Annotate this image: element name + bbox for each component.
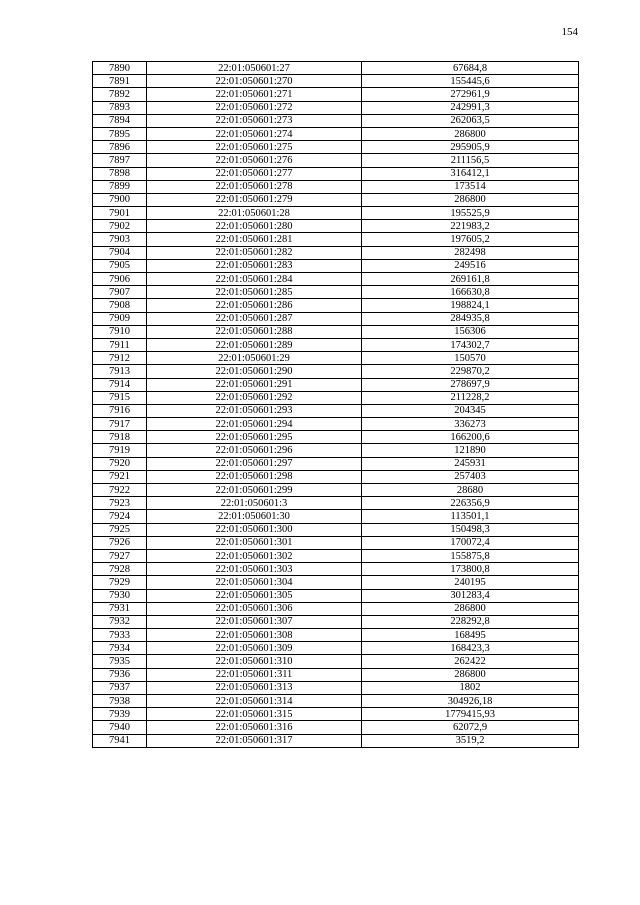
row-number-cell: 7898 <box>93 167 147 180</box>
row-number-cell: 7921 <box>93 470 147 483</box>
table-row <box>93 497 579 510</box>
table-row <box>93 88 579 101</box>
table-row <box>93 312 579 325</box>
cadastral-number-cell: 22:01:050601:305 <box>147 589 362 602</box>
cadastral-number-cell: 22:01:050601:309 <box>147 642 362 655</box>
cadastral-number-cell: 22:01:050601:30 <box>147 510 362 523</box>
value-cell: 204345 <box>362 404 579 417</box>
row-number-cell: 7892 <box>93 88 147 101</box>
table-row <box>93 523 579 536</box>
table-row <box>93 233 579 246</box>
cadastral-number-cell: 22:01:050601:270 <box>147 75 362 88</box>
row-number-cell: 7933 <box>93 629 147 642</box>
row-number-cell: 7905 <box>93 259 147 272</box>
table-row <box>93 695 579 708</box>
cadastral-number-cell: 22:01:050601:296 <box>147 444 362 457</box>
cadastral-number-cell: 22:01:050601:274 <box>147 127 362 140</box>
row-number-cell: 7925 <box>93 523 147 536</box>
value-cell: 240195 <box>362 576 579 589</box>
value-cell: 166200,6 <box>362 431 579 444</box>
table-row <box>93 273 579 286</box>
row-number-cell: 7916 <box>93 404 147 417</box>
cadastral-number-cell: 22:01:050601:271 <box>147 88 362 101</box>
value-cell: 150498,3 <box>362 523 579 536</box>
row-number-cell: 7936 <box>93 668 147 681</box>
row-number-cell: 7901 <box>93 207 147 220</box>
value-cell: 286800 <box>362 193 579 206</box>
table-row <box>93 615 579 628</box>
value-cell: 195525,9 <box>362 207 579 220</box>
table-row <box>93 510 579 523</box>
table-row <box>93 154 579 167</box>
row-number-cell: 7891 <box>93 75 147 88</box>
table-row <box>93 167 579 180</box>
value-cell: 229870,2 <box>362 365 579 378</box>
value-cell: 336273 <box>362 418 579 431</box>
row-number-cell: 7931 <box>93 602 147 615</box>
table-row <box>93 642 579 655</box>
table-row <box>93 536 579 549</box>
cadastral-number-cell: 22:01:050601:272 <box>147 101 362 114</box>
value-cell: 295905,9 <box>362 141 579 154</box>
table-row <box>93 220 579 233</box>
data-table <box>92 61 579 748</box>
table-row <box>93 470 579 483</box>
cadastral-number-cell: 22:01:050601:307 <box>147 615 362 628</box>
row-number-cell: 7920 <box>93 457 147 470</box>
table-row <box>93 62 579 75</box>
cadastral-number-cell: 22:01:050601:289 <box>147 338 362 351</box>
value-cell: 155445,6 <box>362 75 579 88</box>
table-row <box>93 589 579 602</box>
row-number-cell: 7917 <box>93 418 147 431</box>
cadastral-number-cell: 22:01:050601:279 <box>147 193 362 206</box>
cadastral-number-cell: 22:01:050601:3 <box>147 497 362 510</box>
row-number-cell: 7895 <box>93 127 147 140</box>
row-number-cell: 7932 <box>93 615 147 628</box>
value-cell: 257403 <box>362 470 579 483</box>
row-number-cell: 7909 <box>93 312 147 325</box>
table-row <box>93 549 579 562</box>
table-row <box>93 734 579 747</box>
row-number-cell: 7923 <box>93 497 147 510</box>
value-cell: 262422 <box>362 655 579 668</box>
cadastral-number-cell: 22:01:050601:293 <box>147 404 362 417</box>
row-number-cell: 7911 <box>93 338 147 351</box>
table-row <box>93 444 579 457</box>
value-cell: 245931 <box>362 457 579 470</box>
table-row <box>93 325 579 338</box>
cadastral-number-cell: 22:01:050601:275 <box>147 141 362 154</box>
row-number-cell: 7935 <box>93 655 147 668</box>
value-cell: 226356,9 <box>362 497 579 510</box>
cadastral-number-cell: 22:01:050601:302 <box>147 549 362 562</box>
value-cell: 170072,4 <box>362 536 579 549</box>
cadastral-number-cell: 22:01:050601:304 <box>147 576 362 589</box>
value-cell: 228292,8 <box>362 615 579 628</box>
row-number-cell: 7904 <box>93 246 147 259</box>
cadastral-number-cell: 22:01:050601:314 <box>147 695 362 708</box>
cadastral-number-cell: 22:01:050601:273 <box>147 114 362 127</box>
table-row <box>93 180 579 193</box>
row-number-cell: 7927 <box>93 549 147 562</box>
row-number-cell: 7906 <box>93 273 147 286</box>
table-row <box>93 286 579 299</box>
table-row <box>93 721 579 734</box>
row-number-cell: 7929 <box>93 576 147 589</box>
table-row <box>93 484 579 497</box>
table-row <box>93 352 579 365</box>
page-number: 154 <box>561 26 578 38</box>
value-cell: 282498 <box>362 246 579 259</box>
value-cell: 316412,1 <box>362 167 579 180</box>
value-cell: 304926,18 <box>362 695 579 708</box>
cadastral-number-cell: 22:01:050601:277 <box>147 167 362 180</box>
row-number-cell: 7907 <box>93 286 147 299</box>
row-number-cell: 7914 <box>93 378 147 391</box>
value-cell: 166630,8 <box>362 286 579 299</box>
cadastral-number-cell: 22:01:050601:311 <box>147 668 362 681</box>
value-cell: 262063,5 <box>362 114 579 127</box>
table-row <box>93 75 579 88</box>
value-cell: 286800 <box>362 602 579 615</box>
value-cell: 272961,9 <box>362 88 579 101</box>
value-cell: 286800 <box>362 127 579 140</box>
table-row <box>93 668 579 681</box>
value-cell: 278697,9 <box>362 378 579 391</box>
cadastral-number-cell: 22:01:050601:298 <box>147 470 362 483</box>
cadastral-number-cell: 22:01:050601:28 <box>147 207 362 220</box>
value-cell: 211228,2 <box>362 391 579 404</box>
cadastral-number-cell: 22:01:050601:285 <box>147 286 362 299</box>
row-number-cell: 7894 <box>93 114 147 127</box>
cadastral-number-cell: 22:01:050601:294 <box>147 418 362 431</box>
cadastral-number-cell: 22:01:050601:301 <box>147 536 362 549</box>
cadastral-number-cell: 22:01:050601:317 <box>147 734 362 747</box>
value-cell: 174302,7 <box>362 338 579 351</box>
value-cell: 173800,8 <box>362 563 579 576</box>
value-cell: 113501,1 <box>362 510 579 523</box>
table-row <box>93 246 579 259</box>
row-number-cell: 7902 <box>93 220 147 233</box>
table-row <box>93 431 579 444</box>
row-number-cell: 7903 <box>93 233 147 246</box>
value-cell: 3519,2 <box>362 734 579 747</box>
row-number-cell: 7922 <box>93 484 147 497</box>
row-number-cell: 7897 <box>93 154 147 167</box>
row-number-cell: 7912 <box>93 352 147 365</box>
cadastral-number-cell: 22:01:050601:276 <box>147 154 362 167</box>
value-cell: 197605,2 <box>362 233 579 246</box>
value-cell: 67684,8 <box>362 62 579 75</box>
cadastral-number-cell: 22:01:050601:303 <box>147 563 362 576</box>
row-number-cell: 7930 <box>93 589 147 602</box>
cadastral-number-cell: 22:01:050601:292 <box>147 391 362 404</box>
cadastral-number-cell: 22:01:050601:284 <box>147 273 362 286</box>
table-row <box>93 365 579 378</box>
table-row <box>93 299 579 312</box>
cadastral-number-cell: 22:01:050601:300 <box>147 523 362 536</box>
row-number-cell: 7924 <box>93 510 147 523</box>
cadastral-number-cell: 22:01:050601:278 <box>147 180 362 193</box>
table-row <box>93 114 579 127</box>
cadastral-number-cell: 22:01:050601:29 <box>147 352 362 365</box>
row-number-cell: 7934 <box>93 642 147 655</box>
table-row <box>93 404 579 417</box>
table-body <box>93 62 579 748</box>
value-cell: 284935,8 <box>362 312 579 325</box>
table-row <box>93 141 579 154</box>
cadastral-number-cell: 22:01:050601:280 <box>147 220 362 233</box>
cadastral-number-cell: 22:01:050601:299 <box>147 484 362 497</box>
cadastral-number-cell: 22:01:050601:288 <box>147 325 362 338</box>
row-number-cell: 7940 <box>93 721 147 734</box>
cadastral-number-cell: 22:01:050601:306 <box>147 602 362 615</box>
cadastral-number-cell: 22:01:050601:313 <box>147 681 362 694</box>
cadastral-number-cell: 22:01:050601:297 <box>147 457 362 470</box>
cadastral-number-cell: 22:01:050601:315 <box>147 708 362 721</box>
row-number-cell: 7919 <box>93 444 147 457</box>
table-row <box>93 655 579 668</box>
table-row <box>93 207 579 220</box>
row-number-cell: 7890 <box>93 62 147 75</box>
table-row <box>93 391 579 404</box>
row-number-cell: 7915 <box>93 391 147 404</box>
row-number-cell: 7900 <box>93 193 147 206</box>
value-cell: 155875,8 <box>362 549 579 562</box>
value-cell: 242991,3 <box>362 101 579 114</box>
table-row <box>93 418 579 431</box>
cadastral-number-cell: 22:01:050601:290 <box>147 365 362 378</box>
value-cell: 168423,3 <box>362 642 579 655</box>
cadastral-number-cell: 22:01:050601:295 <box>147 431 362 444</box>
table-row <box>93 101 579 114</box>
cadastral-number-cell: 22:01:050601:282 <box>147 246 362 259</box>
table-row <box>93 127 579 140</box>
row-number-cell: 7908 <box>93 299 147 312</box>
table-row <box>93 563 579 576</box>
table-row <box>93 378 579 391</box>
cadastral-number-cell: 22:01:050601:308 <box>147 629 362 642</box>
row-number-cell: 7896 <box>93 141 147 154</box>
row-number-cell: 7926 <box>93 536 147 549</box>
value-cell: 150570 <box>362 352 579 365</box>
value-cell: 1779415,93 <box>362 708 579 721</box>
row-number-cell: 7938 <box>93 695 147 708</box>
row-number-cell: 7939 <box>93 708 147 721</box>
table-row <box>93 457 579 470</box>
table-row <box>93 259 579 272</box>
cadastral-number-cell: 22:01:050601:291 <box>147 378 362 391</box>
value-cell: 198824,1 <box>362 299 579 312</box>
cadastral-number-cell: 22:01:050601:286 <box>147 299 362 312</box>
value-cell: 156306 <box>362 325 579 338</box>
value-cell: 286800 <box>362 668 579 681</box>
row-number-cell: 7928 <box>93 563 147 576</box>
value-cell: 62072,9 <box>362 721 579 734</box>
row-number-cell: 7918 <box>93 431 147 444</box>
cadastral-number-cell: 22:01:050601:316 <box>147 721 362 734</box>
row-number-cell: 7893 <box>93 101 147 114</box>
table-row <box>93 576 579 589</box>
value-cell: 121890 <box>362 444 579 457</box>
value-cell: 249516 <box>362 259 579 272</box>
cadastral-number-cell: 22:01:050601:310 <box>147 655 362 668</box>
value-cell: 269161,8 <box>362 273 579 286</box>
value-cell: 173514 <box>362 180 579 193</box>
value-cell: 301283,4 <box>362 589 579 602</box>
cadastral-number-cell: 22:01:050601:27 <box>147 62 362 75</box>
value-cell: 168495 <box>362 629 579 642</box>
row-number-cell: 7937 <box>93 681 147 694</box>
value-cell: 211156,5 <box>362 154 579 167</box>
value-cell: 1802 <box>362 681 579 694</box>
row-number-cell: 7899 <box>93 180 147 193</box>
row-number-cell: 7910 <box>93 325 147 338</box>
row-number-cell: 7913 <box>93 365 147 378</box>
table-row <box>93 602 579 615</box>
table-row <box>93 629 579 642</box>
table-row <box>93 681 579 694</box>
cadastral-number-cell: 22:01:050601:281 <box>147 233 362 246</box>
value-cell: 28680 <box>362 484 579 497</box>
table-row <box>93 193 579 206</box>
row-number-cell: 7941 <box>93 734 147 747</box>
table-row <box>93 338 579 351</box>
cadastral-number-cell: 22:01:050601:287 <box>147 312 362 325</box>
cadastral-number-cell: 22:01:050601:283 <box>147 259 362 272</box>
table-row <box>93 708 579 721</box>
value-cell: 221983,2 <box>362 220 579 233</box>
